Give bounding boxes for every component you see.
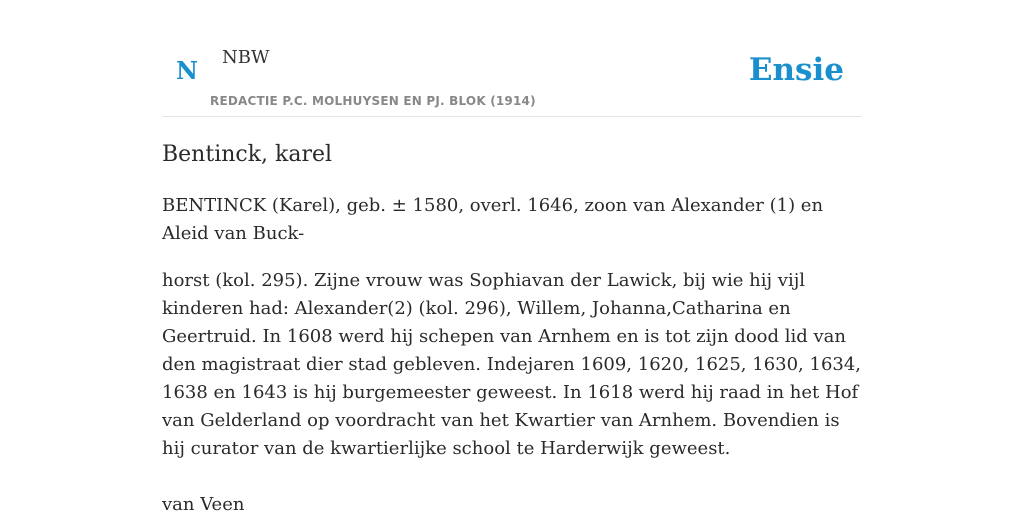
article-paragraph: horst (kol. 295). Zijne vrouw was Sophiavan der Lawick, bij wie hij vijl kinderen had: Alexander(2) (kol. 296), Willem, Johanna,Catharina en Geertruid. In 1608 werd hij schepen van Arnhem en is tot zijn dood lid van den magistraat dier stad gebleven. Indejaren 1609, 1620, 1625, 1630, 1634, 1638 en 1643 is hij burgemeester geweest. In 1618 werd hij raad in het Hof van Gelderland op voordracht van het Kwartier van Arnhem. Bovendien is hij curator van de kwartierlijke school te Harderwijk geweest.: [162, 270, 862, 459]
article-paragraph: BENTINCK (Karel), geb. ± 1580, overl. 1646, zoon van Alexander (1) en Aleid van Buck-: [162, 195, 824, 244]
brand-logo-link[interactable]: Ensie: [748, 52, 844, 88]
source-abbreviation[interactable]: NBW: [222, 47, 270, 68]
article-author: van Veen: [162, 494, 245, 512]
source-logo[interactable]: N: [176, 56, 198, 85]
article-title: Bentinck, karel: [162, 142, 333, 167]
site-header: [162, 0, 862, 117]
edition-label: REDACTIE P.C. MOLHUYSEN EN PJ. BLOK (1914): [210, 94, 536, 108]
